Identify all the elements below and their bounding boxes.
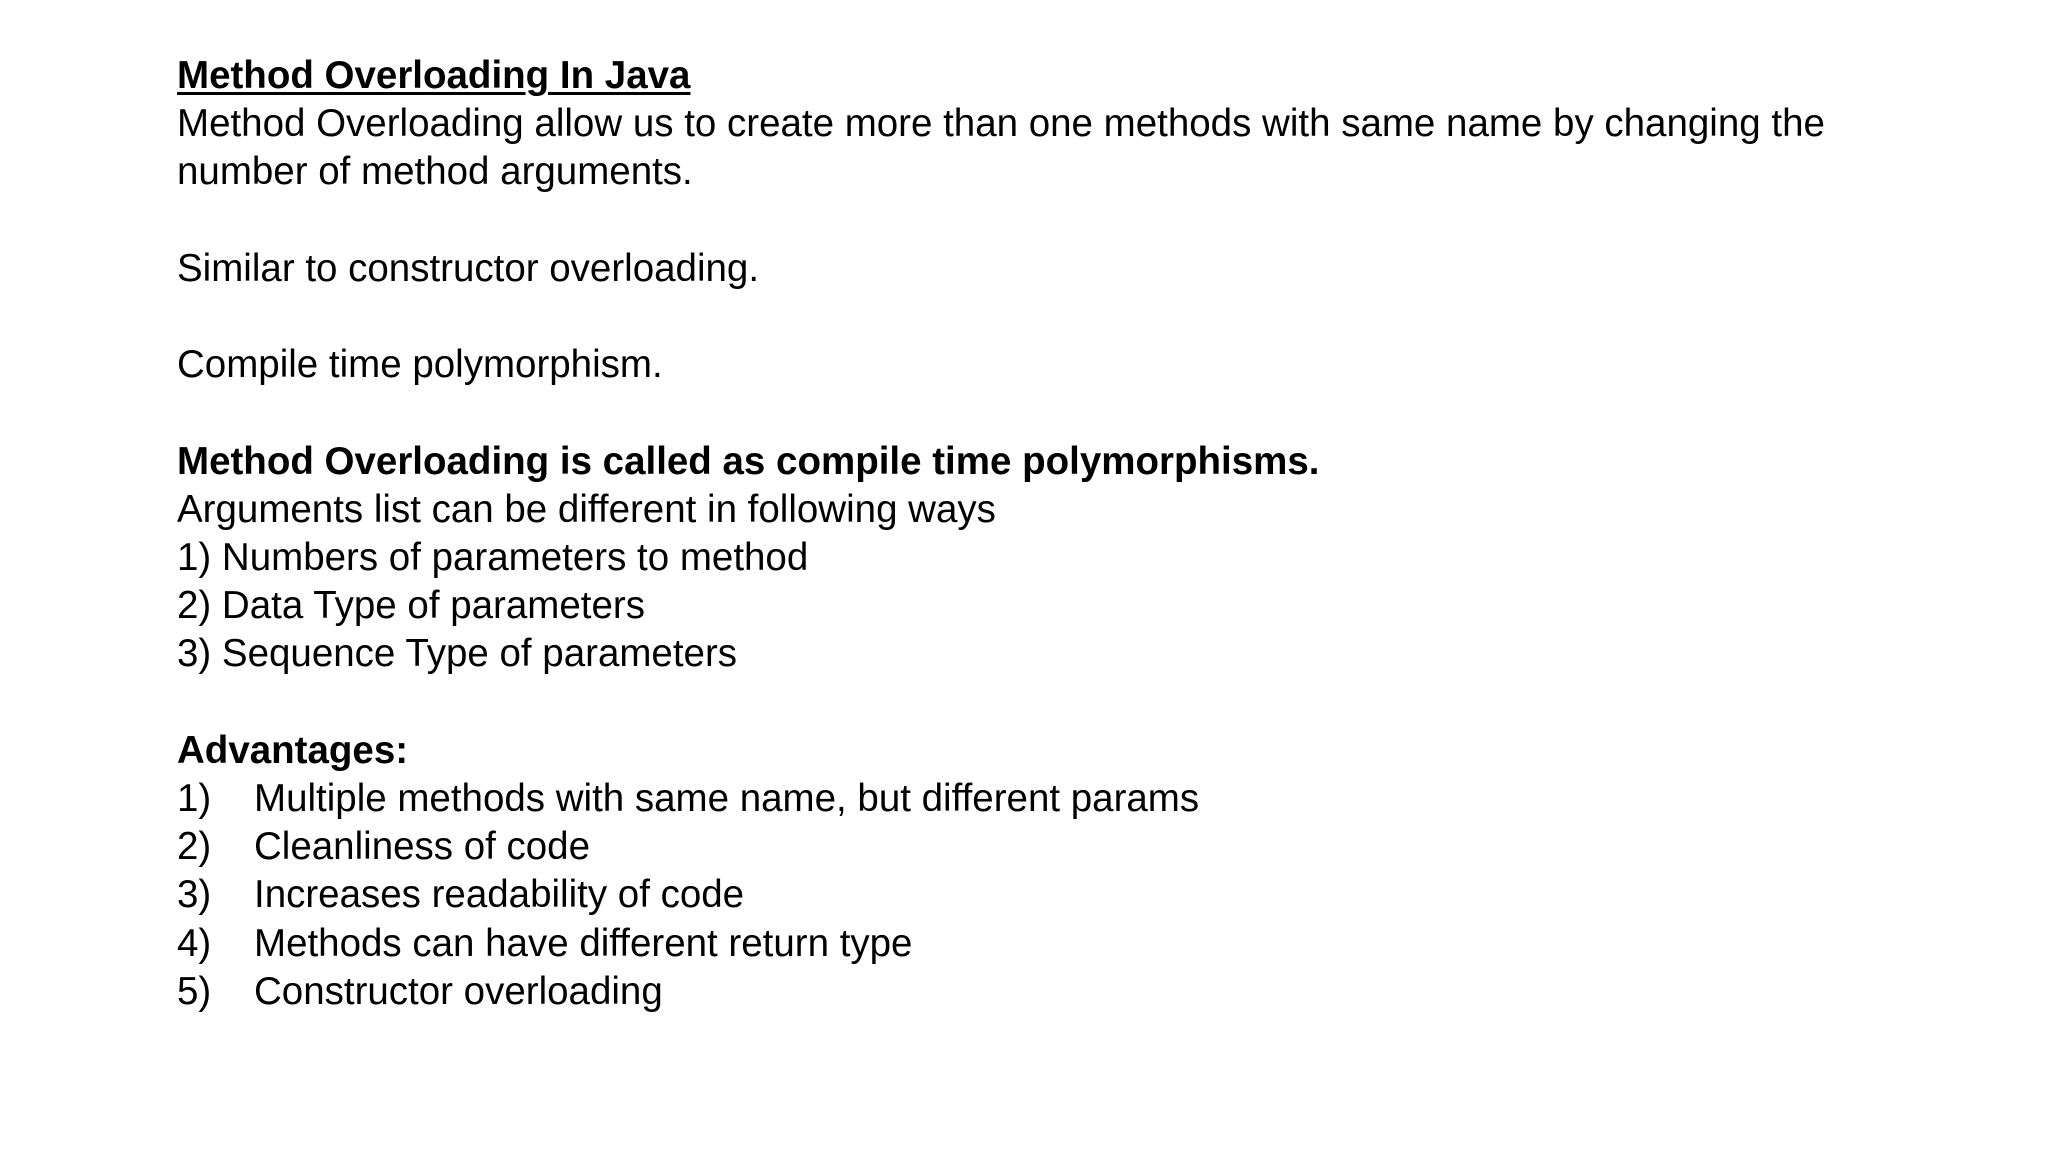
list-number: 4) xyxy=(177,921,212,965)
ways-list-item: 2) Data Type of parameters xyxy=(177,584,645,628)
list-number: 1) xyxy=(177,776,212,820)
advantages-list-item xyxy=(177,920,1977,968)
list-number: 2) xyxy=(177,825,212,869)
advantages-list-item xyxy=(177,823,1977,871)
list-text: Methods can have different return type xyxy=(254,921,913,965)
list-text: Cleanliness of code xyxy=(254,825,591,869)
similar-text: Similar to constructor overloading. xyxy=(177,246,760,290)
advantages-list-item xyxy=(177,871,1977,919)
list-number: 5) xyxy=(177,969,212,1013)
list-text: Constructor overloading xyxy=(254,969,663,1013)
bold-statement: Method Overloading is called as compile time polymorphisms. xyxy=(177,439,1320,483)
list-number: 3) xyxy=(177,873,212,917)
advantages-list-item xyxy=(177,968,1977,1016)
compile-time-text: Compile time polymorphism. xyxy=(177,343,663,387)
spacer xyxy=(177,679,1977,727)
advantages-heading: Advantages: xyxy=(177,728,409,772)
arguments-intro: Arguments list can be different in following ways xyxy=(177,487,996,531)
document-page xyxy=(177,52,1977,1016)
list-text: Increases readability of code xyxy=(254,873,745,917)
spacer xyxy=(177,389,1977,437)
ways-list-item: 1) Numbers of parameters to method xyxy=(177,535,809,579)
ways-list-item: 3) Sequence Type of parameters xyxy=(177,632,738,676)
document-title: Method Overloading In Java xyxy=(177,54,691,97)
intro-line-1: Method Overloading allow us to create more than one methods with same name by changing the xyxy=(177,102,1825,146)
advantages-list-item xyxy=(177,775,1977,823)
intro-line-2: number of method arguments. xyxy=(177,150,693,194)
list-text: Multiple methods with same name, but different params xyxy=(254,776,1200,820)
spacer xyxy=(177,293,1977,341)
spacer xyxy=(177,197,1977,245)
